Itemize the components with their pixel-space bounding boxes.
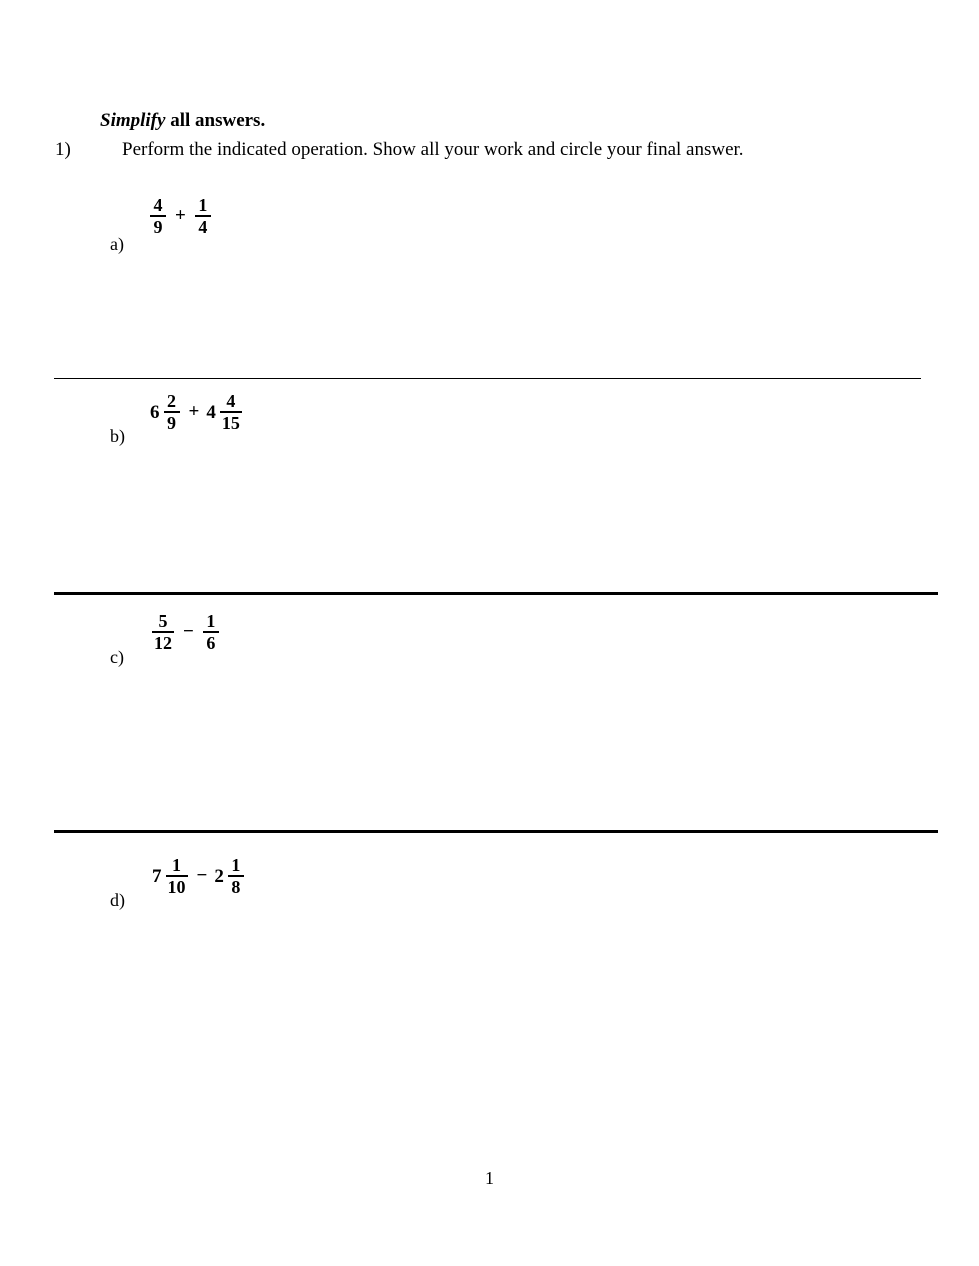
fraction-numerator: 1 (206, 611, 216, 631)
question-number: 1) (55, 139, 71, 160)
part-label-b: b) (110, 426, 125, 446)
question-text: Perform the indicated operation. Show all your work and circle your final answer. (122, 139, 744, 160)
fraction-numerator: 1 (172, 855, 181, 875)
operator-c: − (183, 621, 194, 643)
fraction-denominator: 6 (206, 632, 216, 653)
section-divider-2 (54, 592, 938, 595)
fraction-numerator: 4 (153, 195, 163, 215)
heading-emphasis: Simplify (100, 110, 166, 131)
mixed-whole: 7 (152, 865, 162, 887)
fraction-d2 (226, 856, 246, 896)
part-label-d: d) (110, 890, 125, 910)
fraction-a1 (148, 196, 168, 236)
fraction-b1 (162, 392, 182, 432)
fraction-denominator: 12 (154, 632, 172, 653)
fraction-numerator: 1 (231, 855, 241, 875)
expression-c (150, 612, 221, 652)
fraction-numerator: 5 (158, 611, 168, 631)
mixed-whole: 2 (214, 865, 224, 887)
mixed-whole: 4 (206, 401, 216, 423)
expression-a (148, 196, 213, 236)
mixed-whole: 6 (150, 401, 160, 423)
expression-d (152, 856, 246, 896)
fraction-c1 (150, 612, 176, 652)
fraction-denominator: 8 (231, 876, 241, 897)
fraction-numerator: 2 (167, 391, 176, 411)
part-label-c: c) (110, 647, 124, 667)
fraction-d1 (164, 856, 190, 896)
expression-b (150, 392, 244, 432)
section-divider-1 (54, 378, 921, 379)
part-label-a: a) (110, 234, 124, 254)
operator-d: − (196, 865, 208, 887)
fraction-b2 (218, 392, 244, 432)
fraction-numerator: 4 (226, 391, 236, 411)
page-title (100, 110, 265, 132)
operator-a: + (175, 205, 186, 227)
fraction-c2 (201, 612, 221, 652)
fraction-denominator: 15 (221, 412, 240, 433)
fraction-numerator: 1 (198, 195, 208, 215)
fraction-denominator: 9 (167, 412, 176, 433)
section-divider-3 (54, 830, 938, 833)
page-number: 1 (485, 1168, 494, 1188)
heading-rest: all answers. (165, 110, 266, 131)
operator-b: + (188, 401, 200, 423)
fraction-denominator: 9 (153, 216, 163, 237)
fraction-denominator: 10 (167, 876, 186, 897)
fraction-a2 (193, 196, 213, 236)
fraction-denominator: 4 (198, 216, 208, 237)
